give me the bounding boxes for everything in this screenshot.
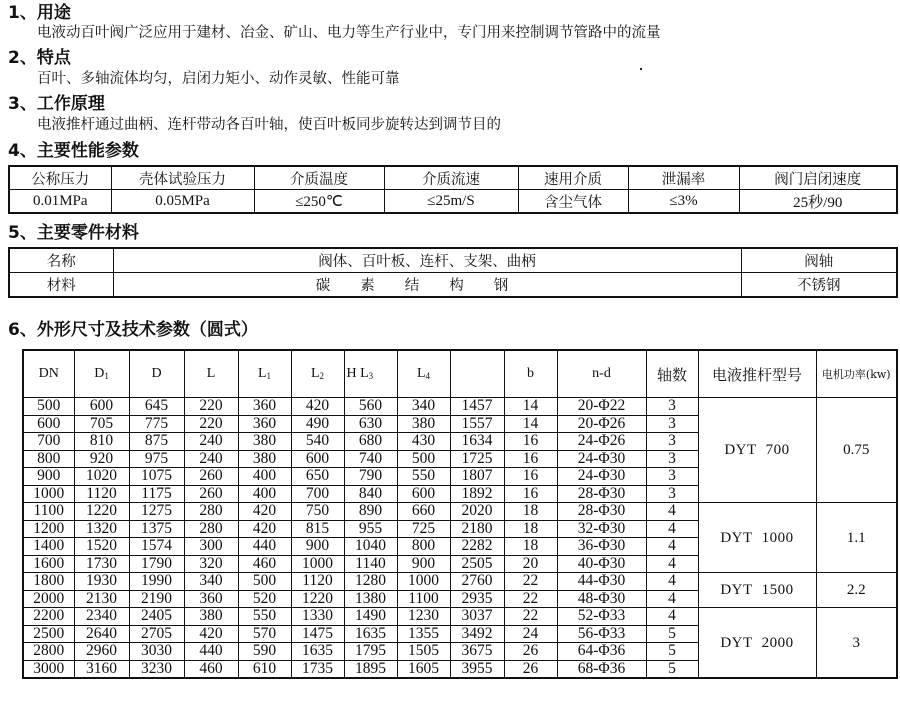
cell-nd: 44-Φ30 bbox=[557, 573, 646, 591]
cell-b: 22 bbox=[504, 573, 557, 591]
cell-shaft-count: 4 bbox=[646, 573, 698, 591]
table-row bbox=[23, 398, 897, 416]
cell-l1: 360 bbox=[238, 398, 291, 416]
cell-blank-val: 3675 bbox=[450, 643, 504, 661]
value-medium-velocity: ≤25m/S bbox=[384, 190, 518, 214]
cell-d1: 810 bbox=[74, 433, 129, 451]
cell-nd: 36-Φ30 bbox=[557, 538, 646, 556]
cell-dn: 1100 bbox=[23, 503, 74, 521]
cell-nd: 56-Φ33 bbox=[557, 625, 646, 643]
cell-nd: 32-Φ30 bbox=[557, 520, 646, 538]
dimensions-body bbox=[23, 398, 897, 679]
cell-dn: 1400 bbox=[23, 538, 74, 556]
cell-l1: 380 bbox=[238, 433, 291, 451]
cell-l1: 460 bbox=[238, 555, 291, 573]
value-applicable-medium: 含尘气体 bbox=[518, 190, 628, 214]
cell-l1: 420 bbox=[238, 520, 291, 538]
cell-d1: 1120 bbox=[74, 485, 129, 503]
cell-shaft-count: 4 bbox=[646, 608, 698, 626]
header-l2: $L_2$ bbox=[291, 350, 344, 398]
cell-b: 18 bbox=[504, 520, 557, 538]
value-open-close-speed: 25秒/90 bbox=[739, 190, 897, 214]
section-title-usage: 1、用途 bbox=[8, 3, 71, 23]
materials-name-row bbox=[9, 248, 897, 273]
cell-l1: 520 bbox=[238, 590, 291, 608]
cell-d1: 2340 bbox=[74, 608, 129, 626]
cell-blank-val: 2935 bbox=[450, 590, 504, 608]
cell-hl3: 1795 bbox=[344, 643, 397, 661]
cell-l: 440 bbox=[184, 643, 238, 661]
cell-blank-val: 2282 bbox=[450, 538, 504, 556]
cell-l: 220 bbox=[184, 415, 238, 433]
cell-motor-power: 2.2 bbox=[816, 573, 897, 608]
label-material: 材料 bbox=[9, 273, 113, 298]
cell-d: 2405 bbox=[129, 608, 184, 626]
cell-blank-val: 2020 bbox=[450, 503, 504, 521]
cell-d1: 1730 bbox=[74, 555, 129, 573]
cell-l1: 380 bbox=[238, 450, 291, 468]
cell-d1: 2640 bbox=[74, 625, 129, 643]
section-title-features: 2、特点 bbox=[8, 48, 71, 68]
cell-l2: 600 bbox=[291, 450, 344, 468]
cell-l4: 725 bbox=[397, 520, 450, 538]
cell-nd: 68-Φ36 bbox=[557, 660, 646, 678]
section-text-features: 百叶、多轴流体均匀，启闭力矩小、动作灵敏、性能可靠 bbox=[37, 71, 400, 87]
cell-dn: 3000 bbox=[23, 660, 74, 678]
cell-l1: 400 bbox=[238, 485, 291, 503]
cell-l: 260 bbox=[184, 485, 238, 503]
cell-d1: 1220 bbox=[74, 503, 129, 521]
cell-l4: 430 bbox=[397, 433, 450, 451]
cell-blank-val: 1457 bbox=[450, 398, 504, 416]
cell-dn: 1800 bbox=[23, 573, 74, 591]
parts-main: 阀体、百叶板、连杆、支架、曲柄 bbox=[113, 248, 741, 273]
cell-b: 16 bbox=[504, 485, 557, 503]
header-hl3: H $L_3$ bbox=[344, 350, 397, 398]
cell-shaft-count: 3 bbox=[646, 398, 698, 416]
cell-hl3: 890 bbox=[344, 503, 397, 521]
cell-nd: 40-Φ30 bbox=[557, 555, 646, 573]
cell-hl3: 1140 bbox=[344, 555, 397, 573]
header-b: b bbox=[504, 350, 557, 398]
material-shaft: 不锈钢 bbox=[741, 273, 897, 298]
cell-nd: 52-Φ33 bbox=[557, 608, 646, 626]
cell-l: 280 bbox=[184, 520, 238, 538]
cell-shaft-count: 3 bbox=[646, 415, 698, 433]
cell-l: 380 bbox=[184, 608, 238, 626]
table-row bbox=[23, 503, 897, 521]
section-title-principle: 3、工作原理 bbox=[8, 94, 105, 114]
cell-l4: 800 bbox=[397, 538, 450, 556]
cell-dn: 2200 bbox=[23, 608, 74, 626]
cell-d: 975 bbox=[129, 450, 184, 468]
cell-blank-val: 2505 bbox=[450, 555, 504, 573]
header-nd: n-d bbox=[557, 350, 646, 398]
performance-value-row bbox=[9, 190, 897, 214]
cell-hl3: 955 bbox=[344, 520, 397, 538]
cell-b: 26 bbox=[504, 660, 557, 678]
cell-d1: 2960 bbox=[74, 643, 129, 661]
cell-l2: 750 bbox=[291, 503, 344, 521]
cell-l2: 700 bbox=[291, 485, 344, 503]
cell-d1: 1930 bbox=[74, 573, 129, 591]
cell-hl3: 1380 bbox=[344, 590, 397, 608]
cell-b: 16 bbox=[504, 450, 557, 468]
cell-shaft-count: 4 bbox=[646, 520, 698, 538]
cell-nd: 24-Φ26 bbox=[557, 433, 646, 451]
cell-l4: 550 bbox=[397, 468, 450, 486]
cell-b: 18 bbox=[504, 503, 557, 521]
cell-d: 1375 bbox=[129, 520, 184, 538]
cell-actuator-model: DYT 2000 bbox=[698, 608, 816, 679]
section-title-materials: 5、主要零件材料 bbox=[8, 223, 139, 243]
section-text-usage: 电液动百叶阀广泛应用于建材、冶金、矿山、电力等生产行业中，专门用来控制调节管路中的流量 bbox=[37, 25, 661, 41]
cell-b: 14 bbox=[504, 398, 557, 416]
cell-l: 360 bbox=[184, 590, 238, 608]
cell-d1: 1520 bbox=[74, 538, 129, 556]
cell-blank-val: 2180 bbox=[450, 520, 504, 538]
cell-nd: 28-Φ30 bbox=[557, 485, 646, 503]
cell-dn: 1000 bbox=[23, 485, 74, 503]
cell-l1: 550 bbox=[238, 608, 291, 626]
header-medium-temperature: 介质温度 bbox=[254, 166, 384, 190]
header-leakage-rate: 泄漏率 bbox=[628, 166, 739, 190]
cell-l: 340 bbox=[184, 573, 238, 591]
cell-l: 460 bbox=[184, 660, 238, 678]
cell-shaft-count: 4 bbox=[646, 590, 698, 608]
cell-b: 22 bbox=[504, 608, 557, 626]
header-medium-velocity: 介质流速 bbox=[384, 166, 518, 190]
cell-nd: 24-Φ30 bbox=[557, 468, 646, 486]
cell-blank-val: 3492 bbox=[450, 625, 504, 643]
cell-d: 1574 bbox=[129, 538, 184, 556]
materials-material-row bbox=[9, 273, 897, 298]
cell-l4: 500 bbox=[397, 450, 450, 468]
cell-l2: 1000 bbox=[291, 555, 344, 573]
cell-shaft-count: 5 bbox=[646, 625, 698, 643]
cell-d1: 2130 bbox=[74, 590, 129, 608]
cell-l4: 1355 bbox=[397, 625, 450, 643]
section-title-dimensions: 6、外形尺寸及技术参数（圆式） bbox=[8, 320, 258, 340]
cell-blank-val: 1807 bbox=[450, 468, 504, 486]
cell-shaft-count: 3 bbox=[646, 485, 698, 503]
cell-b: 20 bbox=[504, 555, 557, 573]
cell-blank-val: 1557 bbox=[450, 415, 504, 433]
cell-hl3: 1895 bbox=[344, 660, 397, 678]
cell-l4: 600 bbox=[397, 485, 450, 503]
cell-hl3: 1040 bbox=[344, 538, 397, 556]
cell-l: 320 bbox=[184, 555, 238, 573]
cell-d: 1275 bbox=[129, 503, 184, 521]
performance-header-row bbox=[9, 166, 897, 190]
section-title-performance: 4、主要性能参数 bbox=[8, 141, 139, 161]
cell-motor-power: 3 bbox=[816, 608, 897, 679]
header-applicable-medium: 速用介质 bbox=[518, 166, 628, 190]
cell-dn: 2000 bbox=[23, 590, 74, 608]
header-motor-power: 电机功率(kw) bbox=[816, 350, 897, 398]
value-leakage-rate: ≤3% bbox=[628, 190, 739, 214]
cell-b: 18 bbox=[504, 538, 557, 556]
header-l: L bbox=[184, 350, 238, 398]
cell-l: 240 bbox=[184, 450, 238, 468]
cell-d: 645 bbox=[129, 398, 184, 416]
cell-d: 2190 bbox=[129, 590, 184, 608]
cell-hl3: 680 bbox=[344, 433, 397, 451]
cell-b: 24 bbox=[504, 625, 557, 643]
cell-shaft-count: 5 bbox=[646, 643, 698, 661]
cell-hl3: 790 bbox=[344, 468, 397, 486]
cell-hl3: 560 bbox=[344, 398, 397, 416]
header-d: D bbox=[129, 350, 184, 398]
cell-motor-power: 1.1 bbox=[816, 503, 897, 573]
cell-l4: 1230 bbox=[397, 608, 450, 626]
cell-blank-val: 3955 bbox=[450, 660, 504, 678]
section-text-principle: 电液推杆通过曲柄、连杆带动各百叶轴，使百叶板同步旋转达到调节目的 bbox=[37, 117, 501, 133]
cell-l2: 490 bbox=[291, 415, 344, 433]
cell-d: 3230 bbox=[129, 660, 184, 678]
cell-nd: 64-Φ36 bbox=[557, 643, 646, 661]
cell-l2: 540 bbox=[291, 433, 344, 451]
cell-l2: 1735 bbox=[291, 660, 344, 678]
cell-l4: 1605 bbox=[397, 660, 450, 678]
dimensions-table bbox=[22, 349, 898, 679]
cell-l2: 815 bbox=[291, 520, 344, 538]
cell-actuator-model: DYT 1500 bbox=[698, 573, 816, 608]
cell-l4: 340 bbox=[397, 398, 450, 416]
cell-nd: 48-Φ30 bbox=[557, 590, 646, 608]
cell-d1: 920 bbox=[74, 450, 129, 468]
cell-b: 14 bbox=[504, 415, 557, 433]
cell-l: 260 bbox=[184, 468, 238, 486]
cell-d: 1075 bbox=[129, 468, 184, 486]
cell-l: 420 bbox=[184, 625, 238, 643]
table-row bbox=[23, 608, 897, 626]
cell-b: 16 bbox=[504, 468, 557, 486]
cell-actuator-model: DYT 1000 bbox=[698, 503, 816, 573]
cell-l2: 1120 bbox=[291, 573, 344, 591]
cell-b: 26 bbox=[504, 643, 557, 661]
cell-l2: 1475 bbox=[291, 625, 344, 643]
cell-l2: 1635 bbox=[291, 643, 344, 661]
cell-l4: 1100 bbox=[397, 590, 450, 608]
header-shell-test-pressure: 壳体试验压力 bbox=[111, 166, 254, 190]
cell-shaft-count: 4 bbox=[646, 538, 698, 556]
cell-hl3: 1280 bbox=[344, 573, 397, 591]
cell-l2: 420 bbox=[291, 398, 344, 416]
cell-b: 22 bbox=[504, 590, 557, 608]
cell-l1: 570 bbox=[238, 625, 291, 643]
cell-l4: 660 bbox=[397, 503, 450, 521]
cell-dn: 1200 bbox=[23, 520, 74, 538]
label-name: 名称 bbox=[9, 248, 113, 273]
cell-dn: 2500 bbox=[23, 625, 74, 643]
cell-l1: 610 bbox=[238, 660, 291, 678]
cell-l2: 1330 bbox=[291, 608, 344, 626]
cell-d: 775 bbox=[129, 415, 184, 433]
cell-d: 3030 bbox=[129, 643, 184, 661]
cell-d: 1175 bbox=[129, 485, 184, 503]
cell-l1: 500 bbox=[238, 573, 291, 591]
cell-d: 2705 bbox=[129, 625, 184, 643]
cell-shaft-count: 3 bbox=[646, 450, 698, 468]
cell-l4: 900 bbox=[397, 555, 450, 573]
value-medium-temperature: ≤250℃ bbox=[254, 190, 384, 214]
header-shaft-count: 轴数 bbox=[646, 350, 698, 398]
cell-l1: 400 bbox=[238, 468, 291, 486]
cell-shaft-count: 3 bbox=[646, 468, 698, 486]
material-main: 碳素结构钢 bbox=[113, 273, 741, 298]
cell-nd: 20-Φ26 bbox=[557, 415, 646, 433]
cell-l2: 650 bbox=[291, 468, 344, 486]
cell-hl3: 1490 bbox=[344, 608, 397, 626]
cell-blank-val: 2760 bbox=[450, 573, 504, 591]
cell-motor-power: 0.75 bbox=[816, 398, 897, 503]
cell-dn: 1600 bbox=[23, 555, 74, 573]
cell-blank-val: 1634 bbox=[450, 433, 504, 451]
cell-l2: 900 bbox=[291, 538, 344, 556]
cell-l: 280 bbox=[184, 503, 238, 521]
value-nominal-pressure: 0.01MPa bbox=[9, 190, 111, 214]
cell-d: 875 bbox=[129, 433, 184, 451]
table-row bbox=[23, 573, 897, 591]
cell-d1: 1320 bbox=[74, 520, 129, 538]
cell-l2: 1220 bbox=[291, 590, 344, 608]
header-actuator-model: 电液推杆型号 bbox=[698, 350, 816, 398]
header-l1: $L_1$ bbox=[238, 350, 291, 398]
parts-shaft: 阀轴 bbox=[741, 248, 897, 273]
header-d1: $D_1$ bbox=[74, 350, 129, 398]
cell-dn: 800 bbox=[23, 450, 74, 468]
cell-d: 1990 bbox=[129, 573, 184, 591]
cell-shaft-count: 5 bbox=[646, 660, 698, 678]
header-l4: $L_4$ bbox=[397, 350, 450, 398]
cell-shaft-count: 4 bbox=[646, 503, 698, 521]
header-nominal-pressure: 公称压力 bbox=[9, 166, 111, 190]
cell-l4: 1000 bbox=[397, 573, 450, 591]
cell-l4: 1505 bbox=[397, 643, 450, 661]
cell-nd: 24-Φ30 bbox=[557, 450, 646, 468]
cell-shaft-count: 3 bbox=[646, 433, 698, 451]
cell-blank-val: 3037 bbox=[450, 608, 504, 626]
value-shell-test-pressure: 0.05MPa bbox=[111, 190, 254, 214]
cell-hl3: 630 bbox=[344, 415, 397, 433]
header-blank bbox=[450, 350, 504, 398]
dimensions-header-row bbox=[23, 350, 897, 398]
cell-d: 1790 bbox=[129, 555, 184, 573]
cell-nd: 20-Φ22 bbox=[557, 398, 646, 416]
cell-dn: 900 bbox=[23, 468, 74, 486]
cell-hl3: 840 bbox=[344, 485, 397, 503]
cell-d1: 1020 bbox=[74, 468, 129, 486]
cell-nd: 28-Φ30 bbox=[557, 503, 646, 521]
cell-d1: 3160 bbox=[74, 660, 129, 678]
cell-l4: 380 bbox=[397, 415, 450, 433]
materials-table bbox=[8, 247, 898, 298]
cell-actuator-model: DYT 700 bbox=[698, 398, 816, 503]
cell-dn: 500 bbox=[23, 398, 74, 416]
cell-shaft-count: 4 bbox=[646, 555, 698, 573]
cell-l: 300 bbox=[184, 538, 238, 556]
cell-l1: 590 bbox=[238, 643, 291, 661]
cell-b: 16 bbox=[504, 433, 557, 451]
cell-l: 220 bbox=[184, 398, 238, 416]
cell-hl3: 740 bbox=[344, 450, 397, 468]
cell-blank-val: 1725 bbox=[450, 450, 504, 468]
cell-d1: 705 bbox=[74, 415, 129, 433]
speck-mark bbox=[640, 68, 642, 70]
cell-l1: 360 bbox=[238, 415, 291, 433]
performance-table bbox=[8, 165, 898, 214]
cell-l: 240 bbox=[184, 433, 238, 451]
cell-dn: 600 bbox=[23, 415, 74, 433]
cell-l1: 440 bbox=[238, 538, 291, 556]
cell-dn: 700 bbox=[23, 433, 74, 451]
cell-dn: 2800 bbox=[23, 643, 74, 661]
cell-hl3: 1635 bbox=[344, 625, 397, 643]
cell-d1: 600 bbox=[74, 398, 129, 416]
header-dn: DN bbox=[23, 350, 74, 398]
cell-l1: 420 bbox=[238, 503, 291, 521]
header-open-close-speed: 阀门启闭速度 bbox=[739, 166, 897, 190]
cell-blank-val: 1892 bbox=[450, 485, 504, 503]
